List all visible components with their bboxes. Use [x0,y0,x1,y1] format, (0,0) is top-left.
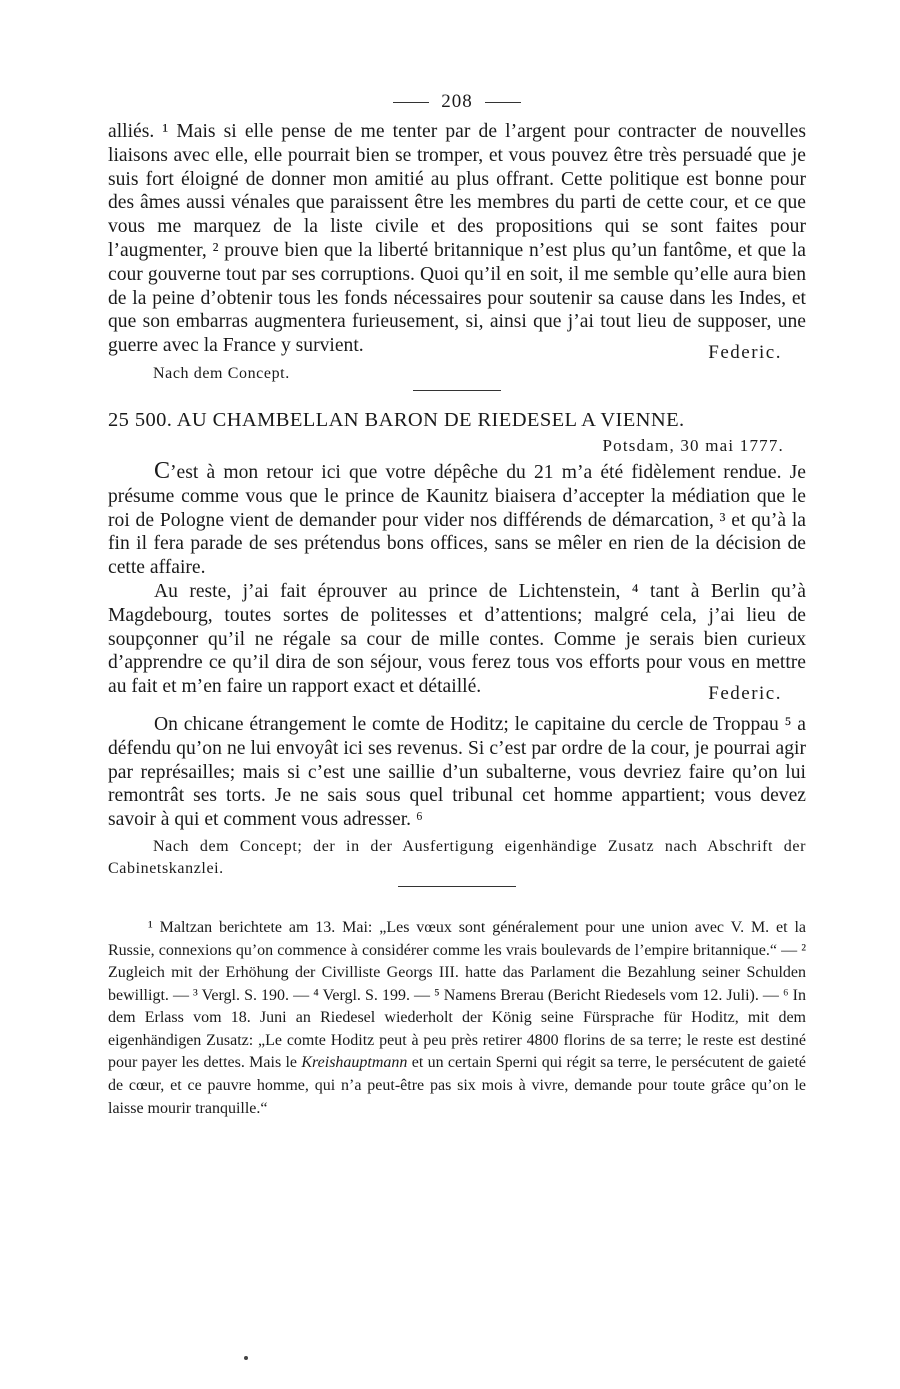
letter-2-paragraph-3: On chicane étrangement le comte de Hoditz; le capitaine du cercle de Troppau ⁵ a défendu qu’on ne lui envoyât ici ses revenus. Si c’est par ordre de la cour, je pourrai agir par représailles; mais si c’est une saillie d’un subalterne, vous devriez faire qu’on lui remontrât ses torts. Je ne sais sous quel tribunal cet homme appartient; vous devez savoir à qui et comment vous adresser. ⁶ [108,713,806,831]
page-number: 208 [441,91,473,112]
letter-1 [108,120,806,358]
letter-1-paragraph: alliés. ¹ Mais si elle pense de me tenter par de l’argent pour contracter de nouvelles liaisons avec elle, elle pourrait bien se tromper, et vous pouvez être très persuadé que je suis fort éloigné de donner mon amitié au plus offrant. Cette politique est bonne pour des âmes aussi vénales que paraissent être les membres du parti de cette cour, et ce que vous me marquez de la liste civile et des propositions qui se sont faites pour l’augmenter, ² prouve bien que la liberté britannique n’est plus qu’un fantôme, et que la cour gouverne tout par ses corruptions. Quoi qu’il en soit, il me semble qu’elle aura bien de la peine d’obtenir tous les fonds nécessaires pour soutenir sa cause dans les Indes, et que son embarras augmentera furieusement, si, ainsi que j’ai tout lieu de supposer, une guerre avec la France y survient. [108,121,806,357]
print-speck [244,1356,248,1360]
document-page [108,84,806,1120]
letter-number: 25 500. [108,408,173,431]
footnote-italic-term: Kreishauptmann [301,1054,408,1072]
letter-2-paragraph-1 [108,457,806,580]
initial-letter: C [154,457,171,484]
header-dash-left [393,102,429,103]
footnote-text-b: et un certain Sperni qui régit sa terre, le persécutent de gaieté de cœur, et ce pauvre homme, qui n’a peut-être pas six mois à vivre, demande pour toute grâce qu’on le laisse mourir tranquille.“ [108,1054,807,1117]
letter-1-source-note: Nach dem Concept. [153,364,290,382]
letter-2-signature: Federic. [708,682,782,704]
letter-2-postscript [108,713,806,832]
separator-rule [413,390,501,391]
footnote-block [108,917,806,1120]
letter-2-paragraph-2: Au reste, j’ai fait éprouver au prince de Lichtenstein, ⁴ tant à Berlin qu’à Magdebourg, toutes sortes de politesses et d’attentions; malgré cela, j’ai lieu de soupçonner qu’il ne régale sa cour de mille contes. Comme je serais bien curieux d’apprendre ce qu’il dira de son séjour, vous ferez tous vos efforts pour vous en mettre au fait et m’en faire un rapport exact et détaillé. [108,580,806,698]
letter-2-source-note: Nach dem Concept; der in der Ausfertigung eigenhändige Zusatz nach Abschrift der Cabinetskanzlei. [108,837,806,877]
page-header [108,84,806,120]
header-dash-right [485,102,521,103]
letter-2-body [108,457,806,699]
footnote-text-a: ¹ Maltzan berichtete am 13. Mai: „Les vœux sont généralement pour une union avec V. M. et la Russie, connexions qu’on commence à considérer comme les vrais boulevards de l’empire britannique.“ — ² Zugleich mit der Erhöhung der Civilliste Georgs III. hatte das Parlament die Bezahlung seiner Schulden bewilligt. — ³ Vergl. S. 190. — ⁴ Vergl. S. 199. — ⁵ Namens Brerau (Bericht Riedesels vom 12. Juli). — ⁶ In dem Erlass vom 18. Juni an Riedesel wiederholt der König seine Fürsprache für Hoditz, mit dem eigenhändigen Zusatz: „Le comte Hoditz peut à peu près retirer 4800 florins de sa terre; le reste est destiné pour payer les dettes. Mais le [108,918,806,1072]
footnote-separator [398,886,516,887]
paragraph-1-text: ’est à mon retour ici que votre dépêche du 21 m’a été fidèlement rendue. Je présume comme vous que le prince de Kaunitz biaisera d’accepter la médiation que le roi de Pologne vient de demander pour vider nos différends de démarcation, ³ et qu’à la fin il fera parade de ses prétendus bons offices, sans se mêler en rien de la décision de cette affaire. [108,461,806,579]
letter-2-heading [108,409,806,432]
footnotes [108,917,806,1120]
letter-2-dateline: Potsdam, 30 mai 1777. [602,435,784,455]
letter-1-signature: Federic. [708,341,782,363]
letter-addressee: AU CHAMBELLAN BARON DE RIEDESEL A VIENNE. [176,408,685,431]
